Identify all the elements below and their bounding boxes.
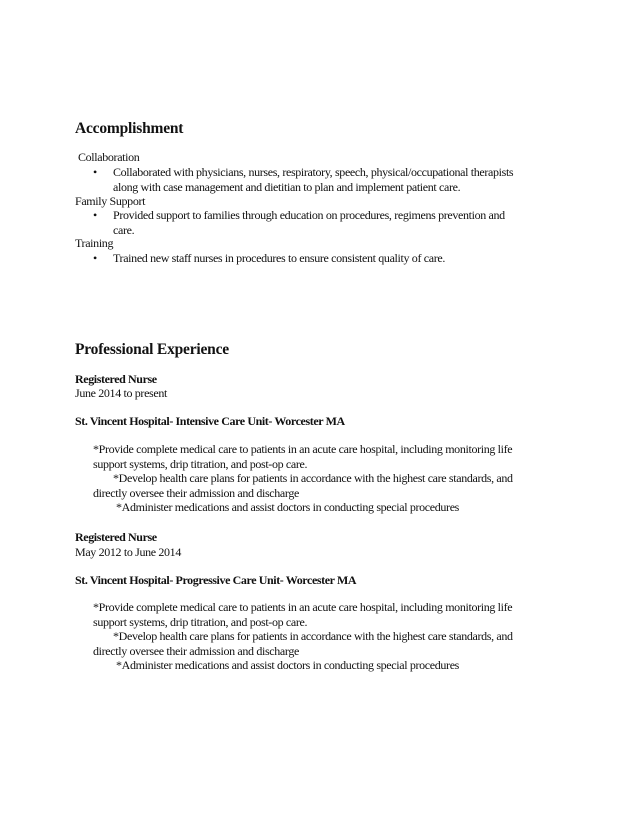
job-duty-line: *Develop health care plans for patients in accordance with the highest care standards, and [113,471,513,485]
job-duty-line: support systems, drip titration, and post-op care. [93,457,308,471]
job-duty-line: directly oversee their admission and discharge [93,486,299,500]
job-duty-line: *Develop health care plans for patients in accordance with the highest care standards, and [113,629,513,643]
job-dates: May 2012 to June 2014 [75,545,181,559]
job-employer: St. Vincent Hospital- Intensive Care Unit- Worcester MA [75,414,345,428]
bullet-glyph: • [93,208,98,222]
bullet-text: Collaborated with physicians, nurses, respiratory, speech, physical/occupational therapists [113,165,514,179]
group-label-family-support: Family Support [75,194,146,208]
group-label-training: Training [75,236,114,250]
bullet-glyph: • [93,251,98,265]
job-duty-line: *Provide complete medical care to patients in an acute care hospital, including monitoring life [93,600,513,614]
job-title: Registered Nurse [75,530,157,544]
bullet-text-continued: along with case management and dietitian to plan and implement patient care. [113,180,461,194]
accomplishment-heading: Accomplishment [75,120,184,137]
bullet-text: Provided support to families through education on procedures, regimens prevention and [113,208,505,222]
job-duty-line: *Provide complete medical care to patients in an acute care hospital, including monitoring life [93,442,513,456]
job-dates: June 2014 to present [75,386,167,400]
experience-heading: Professional Experience [75,341,229,358]
job-duty-line: *Administer medications and assist doctors in conducting special procedures [116,500,459,514]
group-label-collaboration: Collaboration [78,150,140,164]
job-employer: St. Vincent Hospital- Progressive Care Unit- Worcester MA [75,573,357,587]
bullet-text-continued: care. [113,223,135,237]
bullet-text: Trained new staff nurses in procedures to ensure consistent quality of care. [113,251,445,265]
bullet-glyph: • [93,165,98,179]
job-duty-line: *Administer medications and assist doctors in conducting special procedures [116,658,459,672]
job-duty-line: support systems, drip titration, and post-op care. [93,615,308,629]
job-title: Registered Nurse [75,372,157,386]
job-duty-line: directly oversee their admission and discharge [93,644,299,658]
